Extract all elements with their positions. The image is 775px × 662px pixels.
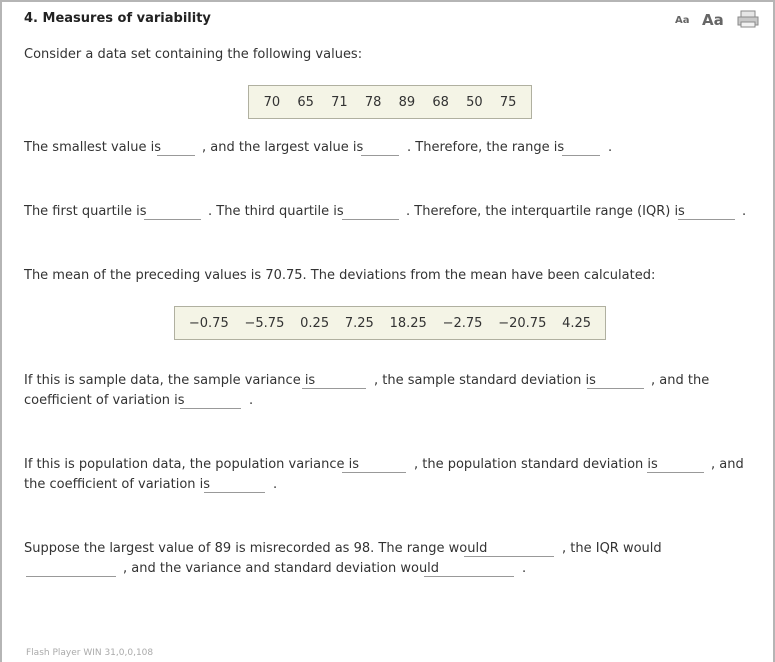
sample-cv-input[interactable] xyxy=(180,408,241,409)
sample-text-1: If this is sample data, the sample variance is xyxy=(24,373,316,388)
quartile-text-3: . Therefore, the interquartile range (IQR) is xyxy=(406,204,685,219)
deviation-item: 4.25 xyxy=(562,315,592,331)
value-item: 68 xyxy=(432,94,449,110)
first-quartile-input[interactable] xyxy=(144,219,201,220)
value-item: 70 xyxy=(263,94,281,110)
deviations-box xyxy=(174,306,606,340)
range-change-select[interactable] xyxy=(464,556,554,557)
font-size-small-button[interactable]: Aa xyxy=(675,15,690,26)
value-item: 78 xyxy=(364,94,382,110)
population-text-3: , and xyxy=(711,457,744,472)
sample-text-3: , and the xyxy=(651,373,710,388)
smallest-value-input[interactable] xyxy=(157,155,195,156)
range-input[interactable] xyxy=(562,155,600,156)
misrecord-text-end: . xyxy=(522,561,527,576)
range-text-2: , and the largest value is xyxy=(202,140,364,155)
values-box xyxy=(248,85,532,119)
population-text-1: If this is population data, the population variance is xyxy=(24,457,360,472)
printer-icon[interactable] xyxy=(737,10,759,28)
deviation-item: 18.25 xyxy=(389,315,427,331)
population-cv-input[interactable] xyxy=(204,492,265,493)
largest-value-input[interactable] xyxy=(361,155,399,156)
font-size-large-button[interactable]: Aa xyxy=(702,11,724,29)
sample-text-end: . xyxy=(249,393,254,408)
population-std-dev-input[interactable] xyxy=(647,472,704,473)
sample-text-2: , the sample standard deviation is xyxy=(374,373,596,388)
range-text-1: The smallest value is xyxy=(24,140,161,155)
flash-version-text: Flash Player WIN 31,0,0,108 xyxy=(26,648,154,658)
deviation-item: −5.75 xyxy=(244,315,285,331)
deviation-item: 0.25 xyxy=(300,315,330,331)
third-quartile-input[interactable] xyxy=(342,219,399,220)
quartile-text-end: . xyxy=(742,204,747,219)
deviation-item: −0.75 xyxy=(188,315,229,331)
deviation-item: 7.25 xyxy=(344,315,374,331)
population-text-4: the coefficient of variation is xyxy=(24,477,211,492)
population-variance-input[interactable] xyxy=(342,472,406,473)
population-text-2: , the population standard deviation is xyxy=(414,457,658,472)
sample-text-4: coefficient of variation is xyxy=(24,393,185,408)
quartile-text-1: The first quartile is xyxy=(24,204,147,219)
misrecord-text-1: Suppose the largest value of 89 is misrecorded as 98. The range would xyxy=(24,541,488,556)
misrecord-text-3: , and the variance and standard deviation would xyxy=(123,561,440,576)
population-text-end: . xyxy=(273,477,278,492)
iqr-input[interactable] xyxy=(678,219,735,220)
sample-variance-input[interactable] xyxy=(302,388,366,389)
value-item: 71 xyxy=(331,94,348,110)
iqr-change-select[interactable] xyxy=(26,576,116,577)
variance-change-select[interactable] xyxy=(424,576,514,577)
misrecord-text-2: , the IQR would xyxy=(562,541,662,556)
range-text-3: . Therefore, the range is xyxy=(407,140,565,155)
range-text-end: . xyxy=(608,140,613,155)
value-item: 50 xyxy=(466,94,483,110)
quartile-text-2: . The third quartile is xyxy=(208,204,344,219)
value-item: 75 xyxy=(499,94,517,110)
mean-text: The mean of the preceding values is 70.75. The deviations from the mean have been calculated: xyxy=(24,268,656,283)
deviation-item: −20.75 xyxy=(498,315,547,331)
intro-text: Consider a data set containing the following values: xyxy=(24,47,363,62)
value-item: 65 xyxy=(297,94,314,110)
question-title: 4. Measures of variability xyxy=(24,11,211,26)
value-item: 89 xyxy=(398,94,416,110)
sample-std-dev-input[interactable] xyxy=(587,388,644,389)
deviation-item: −2.75 xyxy=(442,315,483,331)
